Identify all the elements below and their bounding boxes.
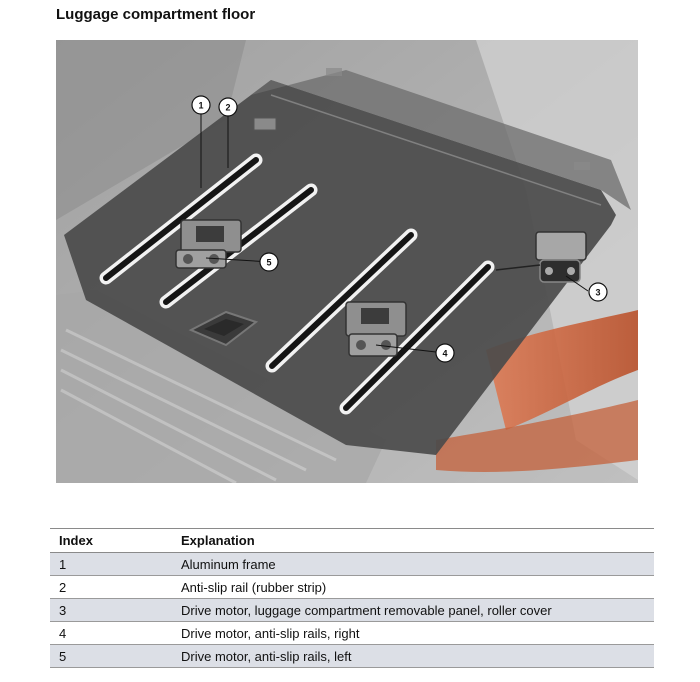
- callout-1: [192, 96, 210, 114]
- callout-2: [219, 98, 237, 116]
- table-row: [50, 553, 654, 576]
- row-index: 1: [50, 553, 172, 576]
- table-row: [50, 622, 654, 645]
- row-explanation: Drive motor, anti-slip rails, right: [172, 622, 654, 645]
- row-explanation: Drive motor, luggage compartment removable panel, roller cover: [172, 599, 654, 622]
- svg-text:3: 3: [595, 287, 601, 298]
- top-bracket: [254, 118, 276, 130]
- explanation-header: Explanation: [172, 529, 654, 553]
- luggage-floor-illustration: [56, 40, 638, 483]
- row-index: 4: [50, 622, 172, 645]
- table-row: [50, 599, 654, 622]
- svg-text:2: 2: [225, 102, 231, 113]
- table-row: [50, 576, 654, 599]
- row-index: 3: [50, 599, 172, 622]
- svg-text:5: 5: [266, 257, 272, 268]
- row-explanation: Anti-slip rail (rubber strip): [172, 576, 654, 599]
- callout-5: [260, 253, 278, 271]
- svg-text:1: 1: [198, 100, 204, 111]
- legend-table: [50, 528, 654, 668]
- row-explanation: Aluminum frame: [172, 553, 654, 576]
- svg-text:4: 4: [442, 348, 448, 359]
- callout-4: [436, 344, 454, 362]
- page-title: Luggage compartment floor: [56, 6, 256, 23]
- legend-header-row: [50, 529, 654, 553]
- callout-3: [589, 283, 607, 301]
- row-index: 2: [50, 576, 172, 599]
- row-index: 5: [50, 645, 172, 668]
- row-explanation: Drive motor, anti-slip rails, left: [172, 645, 654, 668]
- index-header: Index: [50, 529, 172, 553]
- table-row: [50, 645, 654, 668]
